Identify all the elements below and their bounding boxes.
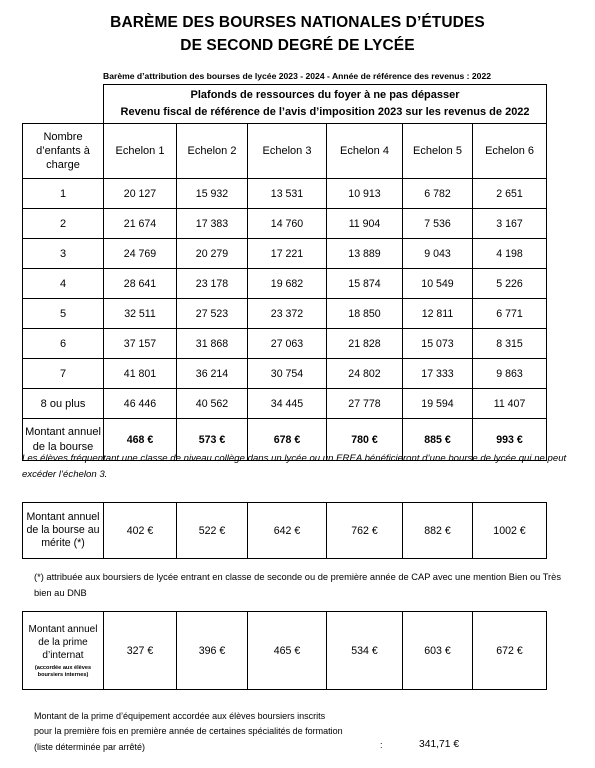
boarding-bonus-table [22, 611, 547, 690]
ceiling-value-cell: 23 372 [248, 299, 327, 329]
ceiling-value-cell: 12 811 [403, 299, 473, 329]
ceiling-value-cell: 23 178 [177, 269, 248, 299]
ceiling-value-cell: 15 073 [403, 329, 473, 359]
income-ceiling-table [22, 84, 547, 461]
page-title-line1: BARÈME DES BOURSES NATIONALES D’ÉTUDES [110, 14, 485, 31]
ceiling-value-cell: 17 221 [248, 239, 327, 269]
boarding-label-line: de la prime [38, 636, 88, 648]
table-row [23, 239, 547, 269]
ceiling-value-cell: 7 536 [403, 209, 473, 239]
boarding-amount-cell: 534 € [327, 612, 403, 690]
annual-amount-cell: 993 € [473, 419, 547, 461]
merit-scholarship-table [22, 502, 547, 559]
ceiling-value-cell: 27 523 [177, 299, 248, 329]
ceiling-value-cell: 13 531 [248, 179, 327, 209]
merit-footnote: (*) attribuée aux boursiers de lycée entrant en classe de seconde ou de première année de CAP avec une mention Bien ou Très bien au DNB [34, 572, 561, 598]
ceiling-value-cell: 32 511 [104, 299, 177, 329]
ceiling-value-cell: 34 445 [248, 389, 327, 419]
ceiling-value-cell: 31 868 [177, 329, 248, 359]
boarding-label [23, 612, 104, 690]
ceiling-value-cell: 27 063 [248, 329, 327, 359]
ceiling-value-cell: 21 828 [327, 329, 403, 359]
ceiling-value-cell: 24 769 [104, 239, 177, 269]
table-row [23, 359, 547, 389]
ceiling-header [104, 85, 547, 124]
ceiling-value-cell: 37 157 [104, 329, 177, 359]
children-count-cell: 4 [23, 269, 104, 299]
ceiling-value-cell: 27 778 [327, 389, 403, 419]
ceiling-value-cell: 13 889 [327, 239, 403, 269]
boarding-amount-cell: 672 € [473, 612, 547, 690]
children-header-line: d’enfants à [36, 145, 90, 157]
ceiling-value-cell: 6 771 [473, 299, 547, 329]
children-count-cell: 3 [23, 239, 104, 269]
table-row [23, 389, 547, 419]
children-count-cell: 8 ou plus [23, 389, 104, 419]
merit-amount-cell: 762 € [327, 503, 403, 559]
children-count-cell: 7 [23, 359, 104, 389]
page-subtitle: Barème d’attribution des bourses de lycée 2023 - 2024 - Année de référence des revenus : 2022 [103, 71, 492, 81]
equipment-text-line: Montant de la prime d’équipement accordée aux élèves boursiers inscrits [34, 711, 326, 721]
college-level-note: Les élèves fréquentant une classe de niveau collège dans un lycée ou un EREA bénéficieront d’une bourse de lycée qui ne peut excéder l’échelon 3. [22, 453, 567, 480]
ceiling-value-cell: 17 333 [403, 359, 473, 389]
ceiling-value-cell: 28 641 [104, 269, 177, 299]
children-count-cell: 5 [23, 299, 104, 329]
echelon-header: Echelon 1 [104, 124, 177, 179]
table-row [23, 269, 547, 299]
children-count-cell: 2 [23, 209, 104, 239]
ceiling-value-cell: 3 167 [473, 209, 547, 239]
ceiling-value-cell: 19 594 [403, 389, 473, 419]
merit-label [23, 503, 104, 559]
ceiling-value-cell: 21 674 [104, 209, 177, 239]
ceiling-value-cell: 36 214 [177, 359, 248, 389]
echelon-header: Echelon 2 [177, 124, 248, 179]
table-row [23, 329, 547, 359]
annual-amount-cell: 678 € [248, 419, 327, 461]
merit-amount-cell: 1002 € [473, 503, 547, 559]
ceiling-value-cell: 30 754 [248, 359, 327, 389]
boarding-label-small: boursiers internes) [37, 671, 89, 678]
ceiling-value-cell: 15 874 [327, 269, 403, 299]
equipment-colon: : [380, 740, 383, 750]
ceiling-value-cell: 24 802 [327, 359, 403, 389]
echelon-header: Echelon 3 [248, 124, 327, 179]
ceiling-value-cell: 14 760 [248, 209, 327, 239]
ceiling-value-cell: 41 801 [104, 359, 177, 389]
boarding-amount-cell: 603 € [403, 612, 473, 690]
merit-amount-cell: 882 € [403, 503, 473, 559]
ceiling-header-line2: Revenu fiscal de référence de l’avis d’imposition 2023 sur les revenus de 2022 [120, 106, 530, 118]
annual-amount-cell: 468 € [104, 419, 177, 461]
annual-label-line: de la bourse [32, 440, 94, 453]
boarding-amount-cell: 327 € [104, 612, 177, 690]
children-column-header [23, 124, 104, 179]
ceiling-value-cell: 8 315 [473, 329, 547, 359]
table-row [23, 179, 547, 209]
table-row [23, 299, 547, 329]
merit-amount-cell: 642 € [248, 503, 327, 559]
boarding-label-line: d’internat [42, 649, 84, 661]
ceiling-value-cell: 4 198 [473, 239, 547, 269]
equipment-text-line: (liste déterminée par arrêté) [34, 741, 146, 752]
ceiling-value-cell: 6 782 [403, 179, 473, 209]
ceiling-value-cell: 40 562 [177, 389, 248, 419]
annual-amount-cell: 885 € [403, 419, 473, 461]
ceiling-value-cell: 15 932 [177, 179, 248, 209]
echelon-header: Echelon 4 [327, 124, 403, 179]
merit-label-line: de la bourse au [26, 524, 100, 536]
ceiling-value-cell: 46 446 [104, 389, 177, 419]
ceiling-header-line1: Plafonds de ressources du foyer à ne pas dépasser [190, 89, 460, 101]
page-title-line2: DE SECOND DEGRÉ DE LYCÉE [180, 37, 415, 54]
boarding-amount-cell: 465 € [248, 612, 327, 690]
children-count-cell: 1 [23, 179, 104, 209]
ceiling-value-cell: 11 407 [473, 389, 547, 419]
ceiling-value-cell: 9 043 [403, 239, 473, 269]
annual-amount-cell: 780 € [327, 419, 403, 461]
annual-label-line: Montant annuel [25, 425, 101, 438]
ceiling-value-cell: 20 279 [177, 239, 248, 269]
merit-amount-cell: 402 € [104, 503, 177, 559]
merit-label-line: Montant annuel [26, 511, 100, 523]
children-header-line: Nombre [43, 131, 83, 143]
ceiling-value-cell: 20 127 [104, 179, 177, 209]
merit-label-line: mérite (*) [41, 537, 85, 549]
equipment-bonus-amount: 341,71 € [419, 739, 460, 750]
boarding-label-small: (accordée aux élèves [34, 664, 92, 671]
ceiling-value-cell: 18 850 [327, 299, 403, 329]
echelon-header: Echelon 5 [403, 124, 473, 179]
ceiling-value-cell: 17 383 [177, 209, 248, 239]
ceiling-value-cell: 10 913 [327, 179, 403, 209]
table-row [23, 209, 547, 239]
boarding-label-line: Montant annuel [28, 623, 98, 635]
equipment-bonus-text [34, 709, 343, 755]
annual-amount-cell: 573 € [177, 419, 248, 461]
ceiling-value-cell: 9 863 [473, 359, 547, 389]
children-count-cell: 6 [23, 329, 104, 359]
boarding-amount-cell: 396 € [177, 612, 248, 690]
ceiling-value-cell: 10 549 [403, 269, 473, 299]
children-header-line: charge [46, 159, 80, 171]
ceiling-value-cell: 2 651 [473, 179, 547, 209]
equipment-text-line: pour la première fois en première année de certaines spécialités de formation [34, 726, 343, 737]
ceiling-value-cell: 11 904 [327, 209, 403, 239]
merit-amount-cell: 522 € [177, 503, 248, 559]
echelon-header: Echelon 6 [473, 124, 547, 179]
ceiling-value-cell: 5 226 [473, 269, 547, 299]
ceiling-value-cell: 19 682 [248, 269, 327, 299]
